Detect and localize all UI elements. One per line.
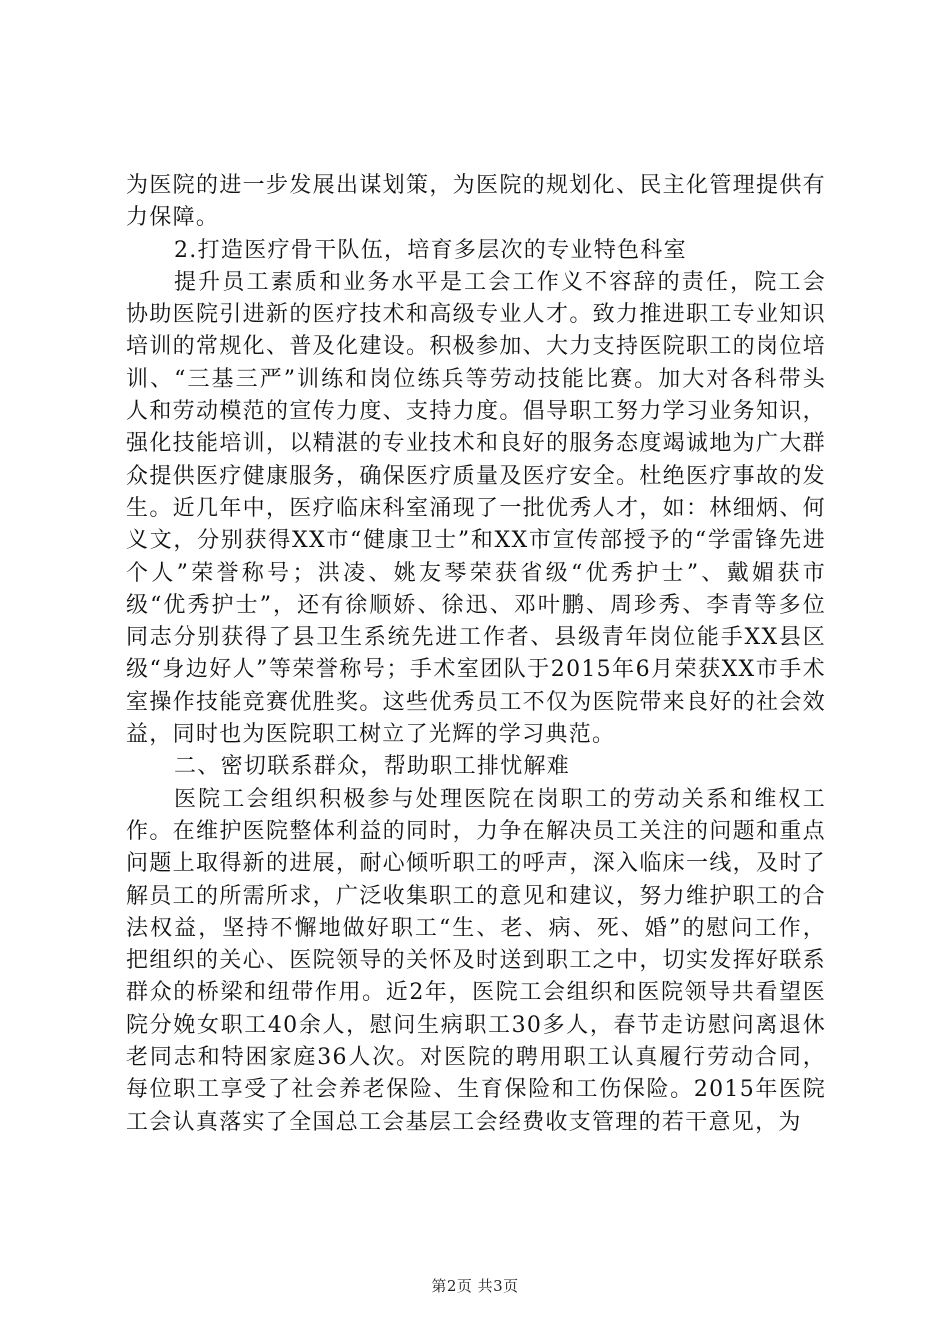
page-number-footer: 第2页 共3页 (431, 1277, 519, 1295)
paragraph-continuation: 为医院的进一步发展出谋划策，为医院的规划化、民主化管理提供有力保障。 (126, 173, 826, 231)
section-heading-2: 2.打造医疗骨干队伍，培育多层次的专业特色科室 (174, 237, 687, 263)
paragraph-worker-care: 医院工会组织积极参与处理医院在岗职工的劳动关系和维权工作。在维护医院整体利益的同时，力争在解决员工关注的问题和重点问题上取得新的进展，耐心倾听职工的呼声，深入临床一线，及时了解员工的所需所求，广泛收集职工的意见和建议，努力维护职工的合法权益，坚持不懈地做好职工“生、老、病、死、婚”的慰问工作，把组织的关心、医院领导的关怀及时送到职工之中，切实发挥好联系群众的桥梁和纽带作用。近2年，医院工会组织和医院领导共看望医院分娩女职工40余人，慰问生病职工30多人，春节走访慰问离退休老同志和特困家庭36人次。对医院的聘用职工认真履行劳动合同，每位职工享受了社会养老保险、生育保险和工伤保险。2015年医院工会认真落实了全国总工会基层工会经费收支管理的若干意见，为 (126, 786, 826, 1135)
paragraph-medical-talent: 提升员工素质和业务水平是工会工作义不容辞的责任，院工会协助医院引进新的医疗技术和高级专业人才。致力推进职工专业知识培训的常规化、普及化建设。积极参加、大力支持医院职工的岗位培训、“三基三严”训练和岗位练兵等劳动技能比赛。加大对各科带头人和劳动模范的宣传力度、支持力度。倡导职工努力学习业务知识，强化技能培训，以精湛的专业技术和良好的服务态度竭诚地为广大群众提供医疗健康服务，确保医疗质量及医疗安全。杜绝医疗事故的发生。近几年中，医疗临床科室涌现了一批优秀人才，如：林细炳、何义文，分别获得XX市“健康卫士”和XX市宣传部授予的“学雷锋先进个人”荣誉称号；洪凌、姚友琴荣获省级“优秀护士”、戴媚获市级“优秀护士”，还有徐顺娇、徐迅、邓叶鹏、周珍秀、李青等多位同志分别获得了县卫生系统先进工作者、县级青年岗位能手XX县区级“身边好人”等荣誉称号；手术室团队于2015年6月荣获XX市手术室操作技能竞赛优胜奖。这些优秀员工不仅为医院带来良好的社会效益，同时也为医院职工树立了光辉的学习典范。 (126, 269, 826, 748)
section-heading-two: 二、密切联系群众，帮助职工排忧解难 (174, 754, 571, 780)
document-body (126, 170, 826, 1139)
